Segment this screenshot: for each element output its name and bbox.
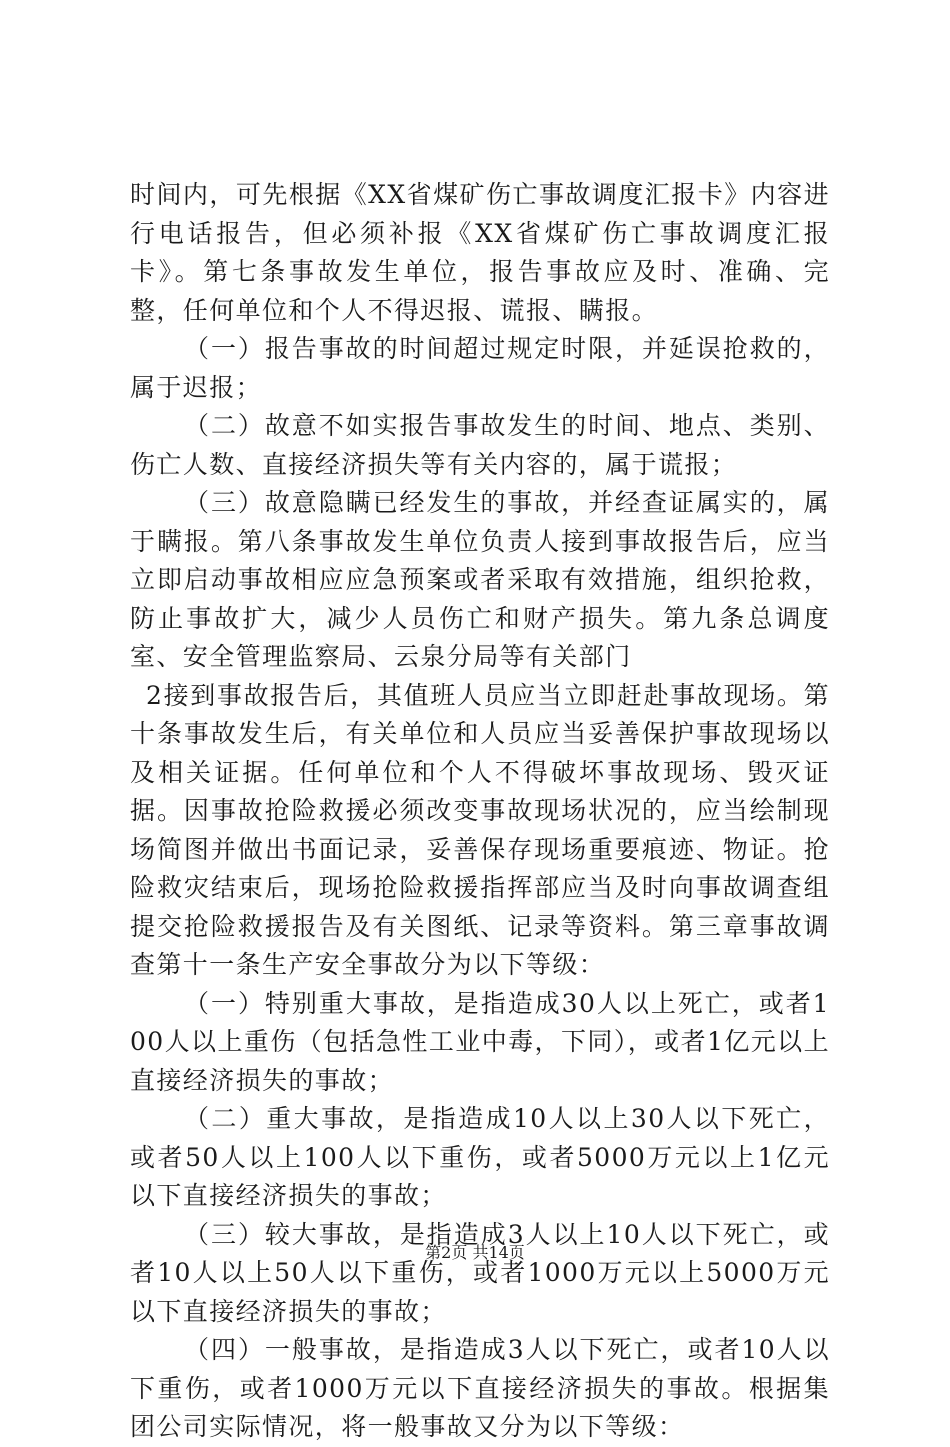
- paragraph-larger-accident: （三）较大事故，是指造成3人以上10人以下死亡，或者10人以上50人以下重伤，或者1000万元以上5000万元以下直接经济损失的事故；: [130, 1219, 830, 1326]
- paragraph-major-accident: （二）重大事故，是指造成10人以上30人以下死亡，或者50人以上100人以下重伤，或者5000万元以上1亿元以下直接经济损失的事故；: [130, 1104, 830, 1210]
- paragraph-late-report: （一）报告事故的时间超过规定时限，并延误抢救的，属于迟报；: [130, 334, 830, 402]
- paragraph-reporting-continuation: 时间内，可先根据《XX省煤矿伤亡事故调度汇报卡》内容进行电话报告，但必须补报《XX省煤矿伤亡事故调度汇报卡》。第七条事故发生单位，报告事故应及时、准确、完整，任何单位和个人不得迟报、谎报、瞒报。: [130, 180, 830, 325]
- paragraph-false-report: （二）故意不如实报告事故发生的时间、地点、类别、伤亡人数、直接经济损失等有关内容的，属于谎报；: [130, 411, 830, 479]
- paragraph-concealed-report: （三）故意隐瞒已经发生的事故，并经查证属实的，属于瞒报。第八条事故发生单位负责人接到事故报告后，应当立即启动事故相应应急预案或者采取有效措施，组织抢救，防止事故扩大，减少人员伤亡和财产损失。第九条总调度室、安全管理监察局、云泉分局等有关部门: [130, 488, 830, 671]
- paragraph-especially-major-accident: （一）特别重大事故，是指造成30人以上死亡，或者100人以上重伤（包括急性工业中毒，下同），或者1亿元以上直接经济损失的事故；: [130, 988, 830, 1095]
- paragraph-general-accident: （四）一般事故，是指造成3人以下死亡，或者10人以下重伤，或者1000万元以下直接经济损失的事故。根据集团公司实际情况，将一般事故又分为以下等级：: [130, 1335, 830, 1441]
- paragraph-scene-protection: 2接到事故报告后，其值班人员应当立即赶赴事故现场。第十条事故发生后，有关单位和人员应当妥善保护事故现场以及相关证据。任何单位和个人不得破坏事故现场、毁灭证据。因事故抢险救援必须改变事故现场状况的，应当绘制现场简图并做出书面记录，妥善保存现场重要痕迹、物证。抢险救灾结束后，现场抢险救援指挥部应当及时向事故调查组提交抢险救援报告及有关图纸、记录等资料。第三章事故调查第十一条生产安全事故分为以下等级：: [130, 680, 830, 979]
- page-footer: [0, 1243, 950, 1263]
- page-number: 第2页 共14页: [425, 1243, 525, 1262]
